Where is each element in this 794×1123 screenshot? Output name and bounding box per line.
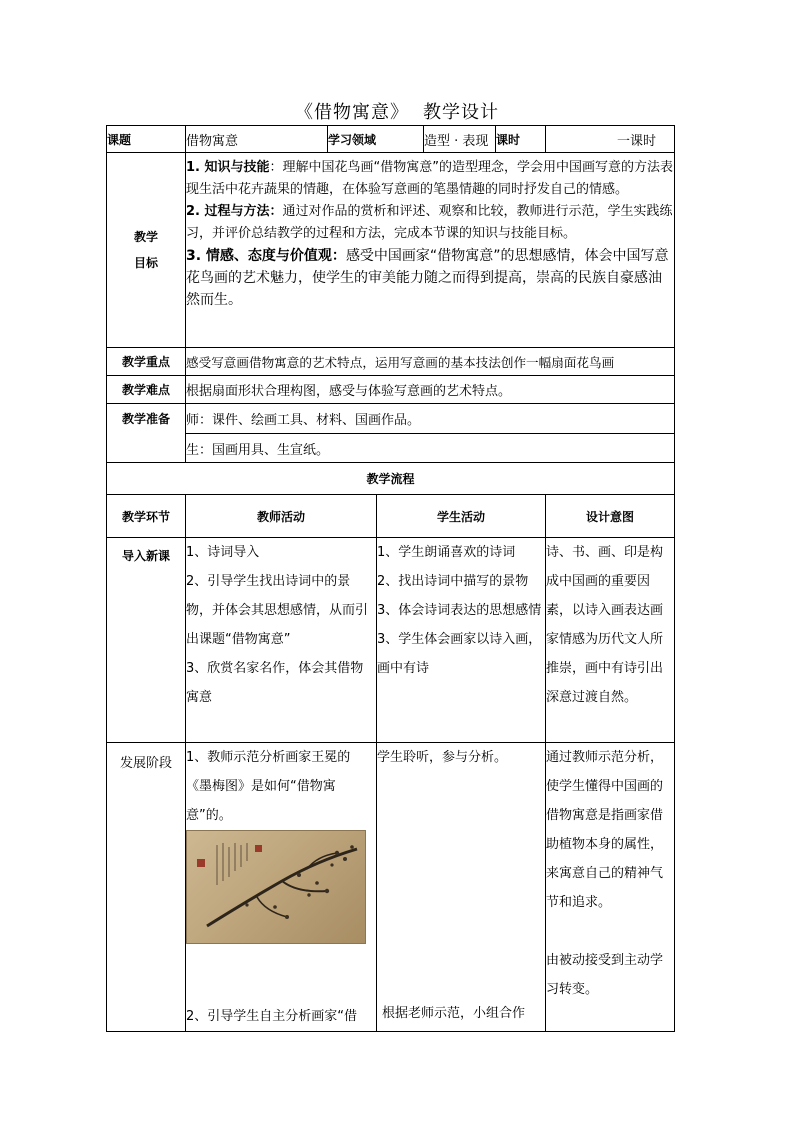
lesson-plan-table (106, 125, 675, 1032)
intro-design-intent: 诗、书、画、印是构成中国画的重要因素，以诗入画表达画家情感为历代文人所推崇，画中有诗引出深意过渡自然。 (546, 538, 675, 743)
topic-label: 课题 (107, 126, 186, 153)
stage-development: 发展阶段 (107, 743, 186, 1032)
col-student: 学生活动 (377, 495, 546, 538)
difficulty-label: 教学难点 (107, 376, 186, 404)
development-student-activity: 学生聆听，参与分析。 根据老师示范，小组合作 (377, 743, 546, 1032)
topic-value: 借物寓意 (186, 126, 328, 153)
preparation-row (107, 404, 675, 434)
development-teacher-activity: 1、教师示范分析画家王冕的《墨梅图》是如何“借物寓意”的。 2、引导学生自主分析画家“借 (186, 743, 377, 1032)
objective-knowledge: 1. 知识与技能：理解中国花鸟画“借物寓意”的造型理念，学会用中国画写意的方法表现生活中花卉蔬果的情趣，在体验写意画的笔墨情趣的同时抒发自己的情感。 (186, 160, 673, 197)
field-value: 造型 · 表现 (424, 126, 496, 153)
objectives-label: 教学 目标 (107, 153, 186, 348)
preparation-row-2 (107, 434, 675, 463)
difficulty-row (107, 376, 675, 404)
objectives-row (107, 153, 675, 348)
intro-student-activity: 1、学生朗诵喜欢的诗词 2、找出诗词中描写的景物 3、体会诗词表达的思想感情 3、学生体会画家以诗入画，画中有诗 (377, 538, 546, 743)
objectives-content (186, 153, 675, 348)
preparation-label: 教学准备 (107, 404, 186, 463)
period-label: 课时 (496, 126, 546, 153)
period-value: 一课时 (546, 126, 675, 153)
ink-plum-painting (186, 830, 366, 944)
flow-row-intro (107, 538, 675, 743)
difficulty-text: 根据扇面形状合理构图，感受与体验写意画的艺术特点。 (186, 376, 675, 404)
intro-teacher-activity: 1、诗词导入 2、引导学生找出诗词中的景物，并体会其思想感情，从而引出课题“借物寓意” 3、欣赏名家名作，体会其借物寓意 (186, 538, 377, 743)
flow-row-development (107, 743, 675, 1032)
document-title: 《借物寓意》 教学设计 (295, 102, 499, 123)
objective-process: 2. 过程与方法：通过对作品的赏析和评述、观察和比较，教师进行示范，学生实践练习，并评价总结教学的过程和方法，完成本节课的知识与技能目标。 (186, 204, 673, 241)
development-design-intent: 通过教师示范分析，使学生懂得中国画的借物寓意是指画家借助植物本身的属性，来寓意自己的精神气节和追求。 由被动接受到主动学习转变。 (546, 743, 675, 1032)
col-stage: 教学环节 (107, 495, 186, 538)
field-label: 学习领域 (328, 126, 424, 153)
preparation-teacher: 师：课件、绘画工具、材料、国画作品。 (186, 404, 675, 434)
key-point-text: 感受写意画借物寓意的艺术特点，运用写意画的基本技法创作一幅扇面花鸟画 (186, 348, 675, 376)
flow-heading-row (107, 463, 675, 495)
key-point-row (107, 348, 675, 376)
key-point-label: 教学重点 (107, 348, 186, 376)
stage-intro: 导入新课 (107, 538, 186, 743)
preparation-student: 生：国画用具、生宣纸。 (186, 434, 675, 463)
flow-heading: 教学流程 (107, 463, 675, 495)
col-intent: 设计意图 (546, 495, 675, 538)
objective-emotion: 3. 情感、态度与价值观：感受中国画家“借物寓意”的思想感情，体会中国写意花鸟画的艺术魅力，使学生的审美能力随之而得到提高，崇高的民族自豪感油然而生。 (186, 248, 669, 308)
col-teacher: 教师活动 (186, 495, 377, 538)
plum-blossom-image (187, 831, 365, 943)
flow-columns-row (107, 495, 675, 538)
header-row (107, 126, 675, 153)
